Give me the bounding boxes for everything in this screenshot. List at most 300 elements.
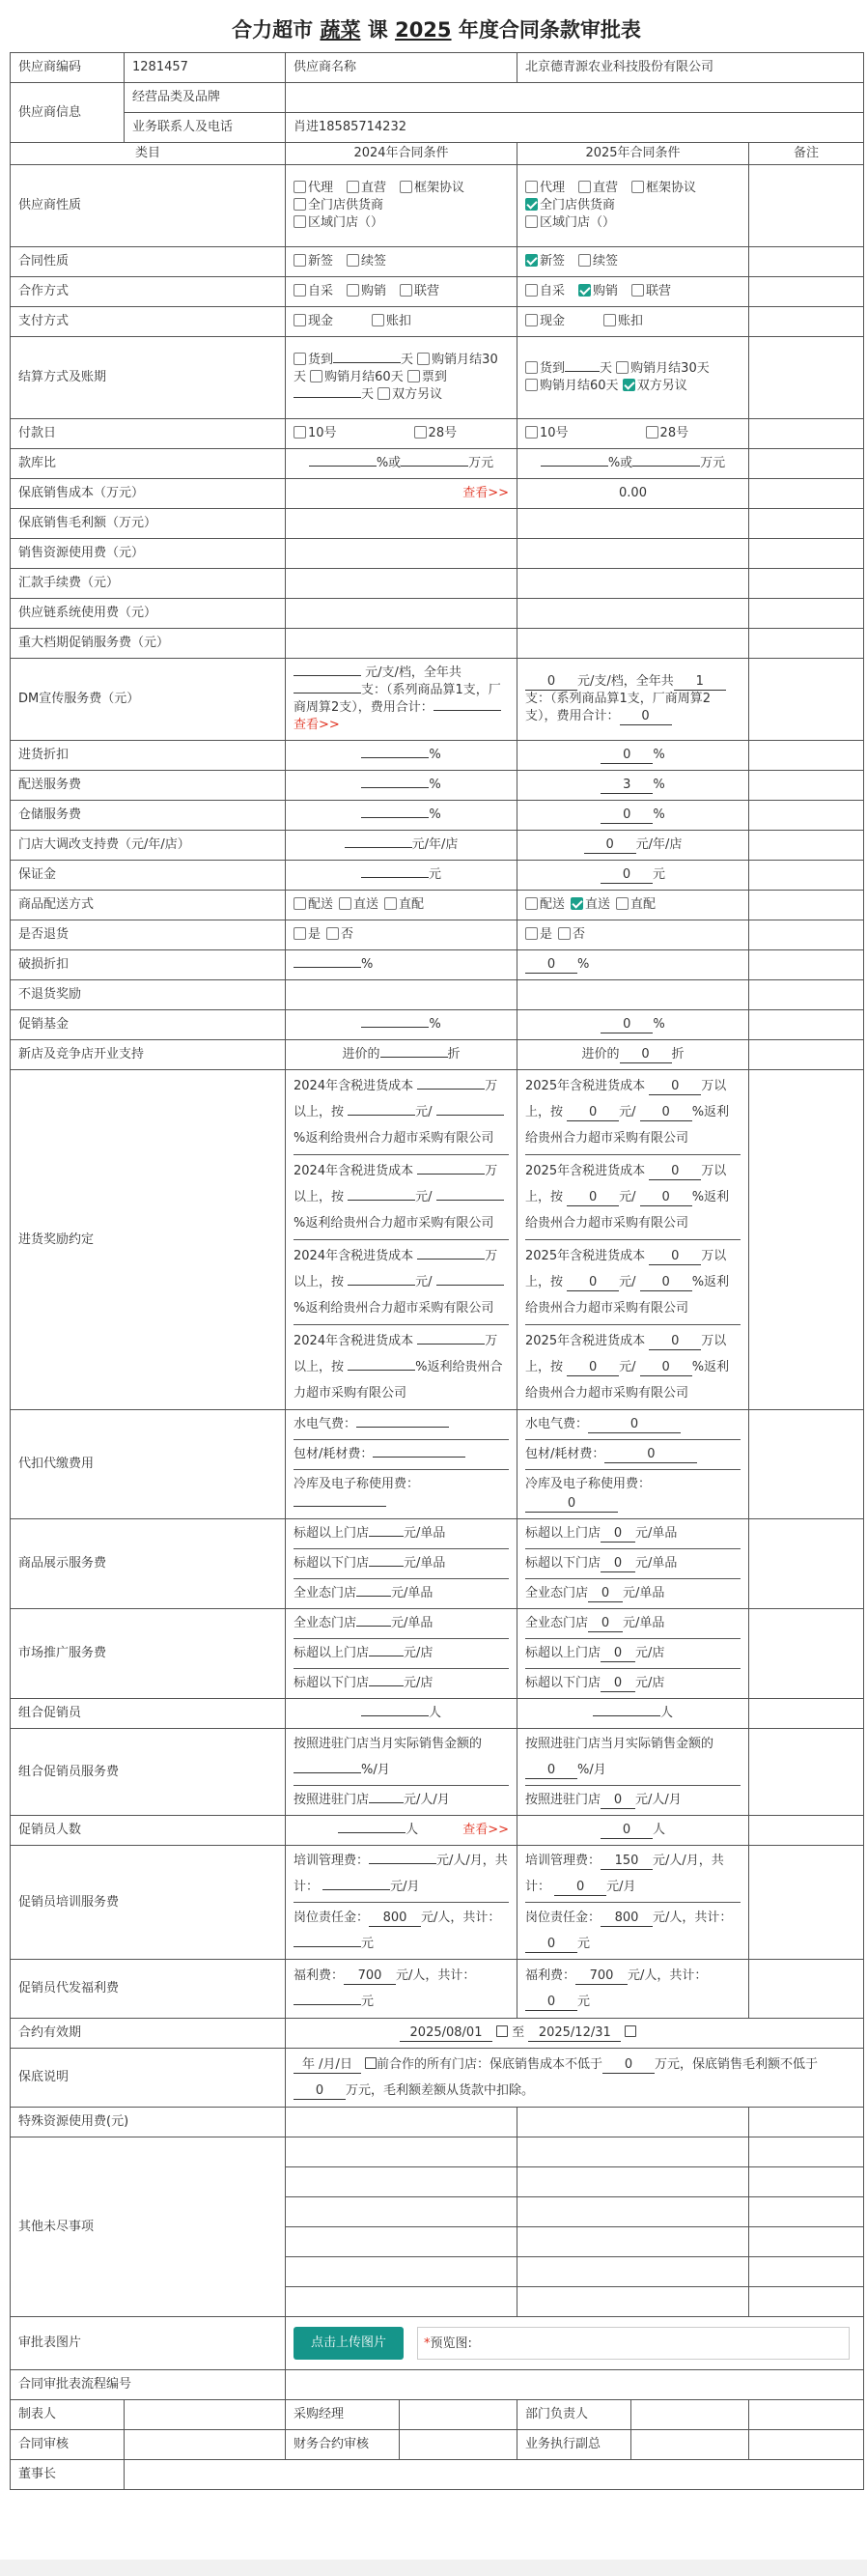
- nature-2024: [286, 165, 517, 247]
- calendar-icon: [365, 2057, 377, 2069]
- contract-2025-new[interactable]: 新签: [525, 253, 565, 270]
- agent-2025-water[interactable]: 水电气费： 0: [525, 1410, 741, 1440]
- ratio-2025[interactable]: %或 万元: [517, 449, 749, 479]
- vp-label: 业务执行副总: [517, 2430, 631, 2460]
- supplier-code[interactable]: 1281457: [125, 53, 286, 83]
- mode-2024-zhisong[interactable]: 直送: [339, 896, 378, 914]
- others-row6-2025[interactable]: [517, 2287, 749, 2317]
- promo-fund-2025[interactable]: 0 %: [517, 1010, 749, 1040]
- storage-fee-label: 仓储服务费: [11, 801, 286, 831]
- title-unit: 课: [367, 18, 388, 42]
- payday-2025: [517, 419, 749, 449]
- rebate-2024-tier1[interactable]: 2024年含税进货成本 万以上，按 元/ %返利给贵州合力超市采购有限公司: [294, 1070, 509, 1155]
- checkbox-icon: [347, 284, 359, 297]
- supply-chain-label: 供应链系统使用费（元）: [11, 599, 286, 629]
- calendar-icon: [496, 2025, 508, 2037]
- rebate-2024-tier4[interactable]: 2024年含税进货成本 万以上，按 %返利给贵州合力超市采购有限公司: [294, 1334, 503, 1401]
- nature-label: 供应商性质: [11, 165, 286, 247]
- discount-2024[interactable]: %: [286, 741, 517, 771]
- pay-2024: [286, 307, 517, 337]
- damage-remark[interactable]: [749, 950, 864, 980]
- checkbox-icon: [294, 353, 306, 365]
- contact-value[interactable]: 肖进18585714232: [286, 113, 864, 143]
- payday-2024: [286, 419, 517, 449]
- supplier-name[interactable]: 北京德青源农业科技股份有限公司: [517, 53, 864, 83]
- agent-2025: [517, 1410, 749, 1519]
- title-company: 合力超市: [232, 18, 314, 42]
- contract-remark[interactable]: [749, 247, 864, 277]
- rebate-label: 进货奖励约定: [11, 1070, 286, 1410]
- checkbox-icon: [616, 897, 629, 910]
- others-row5-2024[interactable]: [286, 2257, 517, 2287]
- delivery-mode-2025: [517, 891, 749, 920]
- display-2024-all[interactable]: 全业态门店 元/单品: [294, 1586, 434, 1600]
- return-2024-no[interactable]: 否: [326, 926, 353, 944]
- coop-2024-self[interactable]: 自采: [294, 283, 333, 300]
- checkbox-icon: [603, 314, 616, 326]
- promoter-fee-2024: [286, 1729, 517, 1816]
- deposit-remark[interactable]: [749, 861, 864, 891]
- rebate-2024-tier3[interactable]: 2024年含税进货成本 万以上，按 元/ %返利给贵州合力超市采购有限公司: [294, 1240, 509, 1325]
- min-cost-remark[interactable]: [749, 479, 864, 509]
- promoter-fee-2024-stay[interactable]: 按照进驻门店 元/人/月: [294, 1793, 450, 1807]
- store-adjust-label: 门店大调改支持费（元/年/店）: [11, 831, 286, 861]
- others-row1-remark[interactable]: [749, 2137, 864, 2167]
- checkbox-icon: [294, 426, 306, 439]
- preparer-value[interactable]: [125, 2400, 286, 2430]
- payday-2025-10[interactable]: 10号: [525, 425, 569, 442]
- damage-2025[interactable]: 0 %: [517, 950, 749, 980]
- checkbox-icon: [525, 361, 538, 374]
- header-remark: 备注: [749, 143, 864, 165]
- dm-2024[interactable]: 元/支/档，全年共支：（系列商品算1支，厂商周算2支），费用合计： 查看>>: [286, 659, 517, 741]
- payday-remark[interactable]: [749, 419, 864, 449]
- checkbox-icon: [294, 897, 306, 910]
- min-cost-2025[interactable]: 0.00: [517, 479, 749, 509]
- others-row2-2024[interactable]: [286, 2167, 517, 2197]
- welfare-2024[interactable]: 福利费： 700 元/人，共计： 元: [286, 1960, 517, 2019]
- agent-2025-packing[interactable]: 包材/耗材费： 0: [525, 1440, 741, 1470]
- display-2024-above[interactable]: 标超以上门店 元/单品: [294, 1519, 509, 1549]
- training-2025-post[interactable]: 岗位责任金： 800 元/人，共计： 0 元: [525, 1911, 733, 1951]
- training-remark[interactable]: [749, 1846, 864, 1960]
- agent-2024-water[interactable]: 水电气费：: [294, 1410, 509, 1440]
- deposit-2025[interactable]: 0 元: [517, 861, 749, 891]
- payday-2025-28[interactable]: 28号: [646, 425, 689, 442]
- settle-remark[interactable]: [749, 337, 864, 419]
- others-row4-remark[interactable]: [749, 2227, 864, 2257]
- pay-2024-offset[interactable]: 账扣: [372, 313, 411, 330]
- checkbox-icon: [525, 215, 538, 228]
- scrollbar-area: [0, 2560, 867, 2576]
- marketing-2024-below[interactable]: 标超以下门店 元/店: [294, 1676, 434, 1690]
- contract-2025: [517, 247, 749, 277]
- checkbox-icon: [400, 284, 412, 297]
- others-row3-remark[interactable]: [749, 2197, 864, 2227]
- display-2025-above[interactable]: 标超以上门店 0 元/单品: [525, 1519, 741, 1549]
- special-label: 特殊资源使用费(元): [11, 2108, 286, 2137]
- marketing-2025-below[interactable]: 标超以下门店 0 元/店: [525, 1676, 665, 1690]
- validity-end[interactable]: 2025/12/31: [528, 2025, 636, 2040]
- discount-remark[interactable]: [749, 741, 864, 771]
- min-profit-2025[interactable]: [517, 509, 749, 539]
- coop-remark[interactable]: [749, 277, 864, 307]
- checkbox-icon: [339, 897, 351, 910]
- checkbox-icon: [294, 314, 306, 326]
- promo-fund-2024[interactable]: %: [286, 1010, 517, 1040]
- image-label: 审批表图片: [11, 2317, 286, 2370]
- promoter-2024[interactable]: 人: [286, 1699, 517, 1729]
- delivery-fee-2025[interactable]: 3 %: [517, 771, 749, 801]
- validity-to: 至: [512, 2025, 525, 2040]
- checkbox-icon: [326, 927, 339, 940]
- others-row5-2025[interactable]: [517, 2257, 749, 2287]
- coop-2024: [286, 277, 517, 307]
- supply-chain-2024[interactable]: [286, 599, 517, 629]
- training-2025-mgmt[interactable]: 培训管理费： 150 元/人/月，共计： 0 元/月: [525, 1846, 741, 1903]
- preview-box: [417, 2327, 850, 2360]
- agent-remark[interactable]: [749, 1410, 864, 1519]
- sales-res-remark[interactable]: [749, 539, 864, 569]
- training-label: 促销员培训服务费: [11, 1846, 286, 1960]
- remit-2024[interactable]: [286, 569, 517, 599]
- training-2025: [517, 1846, 749, 1960]
- store-adjust-remark[interactable]: [749, 831, 864, 861]
- mode-2025-zhisong[interactable]: 直送: [571, 896, 610, 914]
- new-store-2025[interactable]: 进价的 0 折: [517, 1040, 749, 1070]
- rebate-2025-tier3[interactable]: 2025年含税进货成本 0 万以上，按 0 元/ 0 %返利给贵州合力超市采购有限公司: [525, 1240, 741, 1325]
- title-department: 蔬菜: [320, 18, 361, 42]
- storage-fee-2024[interactable]: %: [286, 801, 517, 831]
- checkbox-icon: [294, 198, 306, 211]
- checkbox-checked-icon: [525, 254, 538, 267]
- checkbox-checked-icon: [525, 198, 538, 211]
- welfare-remark[interactable]: [749, 1960, 864, 2019]
- checkbox-icon: [525, 897, 538, 910]
- supply-chain-2025[interactable]: [517, 599, 749, 629]
- festival-remark[interactable]: [749, 629, 864, 659]
- contract-2024-renew[interactable]: 续签: [347, 253, 386, 270]
- nature-2024-all[interactable]: 全门店供货商: [294, 197, 383, 214]
- preview-label: 预览图:: [430, 2336, 472, 2351]
- checkbox-icon: [347, 254, 359, 267]
- special-remark[interactable]: [749, 2108, 864, 2137]
- no-return-2025[interactable]: [517, 980, 749, 1010]
- return-2025-no[interactable]: 否: [558, 926, 585, 944]
- min-cost-2024: [286, 479, 517, 509]
- sales-res-2025[interactable]: [517, 539, 749, 569]
- checkbox-icon: [558, 927, 571, 940]
- promoter-fee-remark[interactable]: [749, 1729, 864, 1816]
- nature-2025-all[interactable]: 全门店供货商: [525, 197, 615, 214]
- flow-no-value[interactable]: [286, 2370, 864, 2400]
- nature-2024-frame[interactable]: 框架协议: [400, 180, 464, 197]
- contract-2025-renew[interactable]: 续签: [578, 253, 618, 270]
- min-profit-remark[interactable]: [749, 509, 864, 539]
- required-star: *: [424, 2336, 431, 2351]
- return-2024-yes[interactable]: 是: [294, 926, 321, 944]
- training-2024-mgmt[interactable]: 培训管理费： 元/人/月，共计： 元/月: [294, 1846, 509, 1903]
- checkbox-icon: [347, 181, 359, 193]
- checkbox-icon: [616, 361, 629, 374]
- contract-label: 合同性质: [11, 247, 286, 277]
- promoter-2025[interactable]: 人: [517, 1699, 749, 1729]
- discount-label: 进货折扣: [11, 741, 286, 771]
- storage-fee-2025[interactable]: 0 %: [517, 801, 749, 831]
- supplier-info-label: 供应商信息: [11, 83, 125, 143]
- promoter-count-remark[interactable]: [749, 1816, 864, 1846]
- checkbox-icon: [525, 181, 538, 193]
- damage-label: 破损折扣: [11, 950, 286, 980]
- promoter-fee-label: 组合促销员服务费: [11, 1729, 286, 1816]
- display-2025-below[interactable]: 标超以下门店 0 元/单品: [525, 1549, 741, 1579]
- checkbox-checked-icon: [623, 379, 635, 391]
- sales-res-2024[interactable]: [286, 539, 517, 569]
- nature-2024-direct[interactable]: 直营: [347, 180, 386, 197]
- upload-image-button[interactable]: 点击上传图片: [294, 2327, 404, 2360]
- deposit-2024[interactable]: 元: [286, 861, 517, 891]
- checkbox-icon: [578, 254, 591, 267]
- discount-2025[interactable]: 0 %: [517, 741, 749, 771]
- display-2024: [286, 1519, 517, 1609]
- coop-2025-self[interactable]: 自采: [525, 283, 565, 300]
- return-remark[interactable]: [749, 920, 864, 950]
- agent-2024: [286, 1410, 517, 1519]
- checkbox-icon: [407, 370, 420, 382]
- welfare-2025[interactable]: 福利费： 700 元/人，共计： 0 元: [517, 1960, 749, 2019]
- title-year: 2025: [395, 18, 452, 42]
- damage-2024[interactable]: %: [286, 950, 517, 980]
- new-store-2024[interactable]: 进价的 折: [286, 1040, 517, 1070]
- header-category: 类目: [11, 143, 286, 165]
- view-link[interactable]: 查看>>: [462, 486, 509, 500]
- marketing-label: 市场推广服务费: [11, 1609, 286, 1699]
- coop-2024-joint[interactable]: 联营: [400, 283, 439, 300]
- payday-2024-28[interactable]: 28号: [414, 425, 458, 442]
- rebate-2024-tier2[interactable]: 2024年含税进货成本 万以上，按 元/ %返利给贵州合力超市采购有限公司: [294, 1155, 509, 1240]
- brand-label: 经营品类及品牌: [125, 83, 286, 113]
- checkbox-icon: [417, 353, 430, 365]
- validity-label: 合约有效期: [11, 2019, 286, 2049]
- display-2025: [517, 1519, 749, 1609]
- settle-2024: 货到 天 购销月结30天 购销月结60天 票到 天 双方另议: [286, 337, 517, 419]
- settle-2025: 货到 天 购销月结30天 购销月结60天 双方另议: [517, 337, 749, 419]
- others-row6-2024[interactable]: [286, 2287, 517, 2317]
- return-2025-yes[interactable]: 是: [525, 926, 552, 944]
- promoter-view-link[interactable]: 查看>>: [462, 1823, 509, 1837]
- calendar-icon: [625, 2025, 636, 2037]
- coop-2025-joint[interactable]: 联营: [631, 283, 671, 300]
- training-2024-post[interactable]: 岗位责任金： 800 元/人，共计： 元: [294, 1911, 501, 1951]
- promoter-fee-2024-pct[interactable]: 按照进驻门店当月实际销售金额的 %/月: [294, 1729, 509, 1786]
- welfare-label: 促销员代发福利费: [11, 1960, 286, 2019]
- checkbox-icon: [310, 370, 322, 382]
- promoter-fee-2025-stay[interactable]: 按照进驻门店 0 元/人/月: [525, 1793, 682, 1807]
- no-return-2024[interactable]: [286, 980, 517, 1010]
- promoter-fee-2025-pct[interactable]: 按照进驻门店当月实际销售金额的 0 %/月: [525, 1729, 741, 1786]
- marketing-2025-above[interactable]: 标超以上门店 0 元/店: [525, 1639, 741, 1669]
- promoter-count-2025[interactable]: 0 人: [517, 1816, 749, 1846]
- rebate-2025-tier1[interactable]: 2025年含税进货成本 0 万以上，按 0 元/ 0 %返利给贵州合力超市采购有限公司: [525, 1070, 741, 1155]
- min-profit-2024[interactable]: [286, 509, 517, 539]
- coop-2024-buy[interactable]: 购销: [347, 283, 386, 300]
- signature-table: [10, 2399, 864, 2490]
- delivery-fee-label: 配送服务费: [11, 771, 286, 801]
- display-remark[interactable]: [749, 1519, 864, 1609]
- dept-head-value[interactable]: [631, 2400, 749, 2430]
- flow-no-label: 合同审批表流程编号: [11, 2370, 286, 2400]
- contract-2024: [286, 247, 517, 277]
- purchasing-value[interactable]: [400, 2400, 517, 2430]
- vp-value[interactable]: [631, 2430, 749, 2460]
- purchasing-label: 采购经理: [286, 2400, 400, 2430]
- others-row3-2024[interactable]: [286, 2197, 517, 2227]
- checkbox-icon: [294, 927, 306, 940]
- remit-remark[interactable]: [749, 569, 864, 599]
- others-row2-2025[interactable]: [517, 2167, 749, 2197]
- checkbox-icon: [294, 254, 306, 267]
- pay-remark[interactable]: [749, 307, 864, 337]
- delivery-mode-remark[interactable]: [749, 891, 864, 920]
- pay-2025-offset[interactable]: 账扣: [603, 313, 643, 330]
- checkbox-icon: [631, 284, 644, 297]
- preparer-label: 制表人: [11, 2400, 125, 2430]
- checkbox-icon: [578, 181, 591, 193]
- rebate-2024: [286, 1070, 517, 1410]
- promoter-remark[interactable]: [749, 1699, 864, 1729]
- validity-range: [286, 2019, 864, 2049]
- settle-label: 结算方式及账期: [11, 337, 286, 419]
- supply-chain-remark[interactable]: [749, 599, 864, 629]
- others-row4-2025[interactable]: [517, 2227, 749, 2257]
- agent-2024-packing[interactable]: 包材/耗材费：: [294, 1440, 509, 1470]
- audit-value[interactable]: [125, 2430, 286, 2460]
- promoter-fee-2025: [517, 1729, 749, 1816]
- promo-fund-remark[interactable]: [749, 1010, 864, 1040]
- payday-2024-10[interactable]: 10号: [294, 425, 337, 442]
- promoter-count-2024[interactable]: 人 查看>>: [286, 1816, 517, 1846]
- checkbox-icon: [400, 181, 412, 193]
- checkbox-icon: [384, 897, 397, 910]
- display-2025-all[interactable]: 全业态门店 0 元/单品: [525, 1586, 665, 1600]
- marketing-2024-above[interactable]: 标超以上门店 元/店: [294, 1639, 509, 1669]
- store-adjust-2025[interactable]: 0 元/年/店: [517, 831, 749, 861]
- special-2025[interactable]: [517, 2108, 749, 2137]
- rebate-remark[interactable]: [749, 1070, 864, 1410]
- mode-2024-peisong[interactable]: 配送: [294, 896, 333, 914]
- mode-2024-zhipei[interactable]: 直配: [384, 896, 424, 914]
- marketing-2025-all[interactable]: 全业态门店 0 元/单品: [525, 1609, 741, 1639]
- checkbox-icon: [378, 387, 390, 400]
- display-2024-below[interactable]: 标超以下门店 元/单品: [294, 1549, 509, 1579]
- dm-2025[interactable]: 0 元/支/档，全年共 1支：（系列商品算1支，厂商周算2支），费用合计： 0: [517, 659, 749, 741]
- coop-2025-buy[interactable]: 购销: [578, 283, 618, 300]
- nature-remark[interactable]: [749, 165, 864, 247]
- checkbox-icon: [646, 426, 658, 439]
- nature-2025-area[interactable]: 区域门店（）: [525, 214, 615, 232]
- mode-2025-zhipei[interactable]: 直配: [616, 896, 656, 914]
- mode-2025-peisong[interactable]: 配送: [525, 896, 565, 914]
- image-cell: [286, 2317, 864, 2370]
- checkbox-checked-icon: [571, 897, 583, 910]
- pay-2025: [517, 307, 749, 337]
- remit-2025[interactable]: [517, 569, 749, 599]
- festival-2024[interactable]: [286, 629, 517, 659]
- nature-2024-agent[interactable]: 代理: [294, 180, 333, 197]
- checkbox-icon: [414, 426, 427, 439]
- store-adjust-2024[interactable]: 元/年/店: [286, 831, 517, 861]
- pay-2024-cash[interactable]: 现金: [294, 313, 333, 330]
- storage-fee-remark[interactable]: [749, 801, 864, 831]
- new-store-remark[interactable]: [749, 1040, 864, 1070]
- others-row2-remark[interactable]: [749, 2167, 864, 2197]
- agent-2025-cold[interactable]: 冷库及电子称使用费：0: [525, 1477, 652, 1511]
- min-profit-label: 保底销售毛利额（万元）: [11, 509, 286, 539]
- rebate-2025-tier2[interactable]: 2025年含税进货成本 0 万以上，按 0 元/ 0 %返利给贵州合力超市采购有限公司: [525, 1155, 741, 1240]
- display-label: 商品展示服务费: [11, 1519, 286, 1609]
- min-cost-label: 保底销售成本（万元）: [11, 479, 286, 509]
- others-row4-2024[interactable]: [286, 2227, 517, 2257]
- checkbox-checked-icon: [578, 284, 591, 297]
- others-row6-remark[interactable]: [749, 2287, 864, 2317]
- no-return-remark[interactable]: [749, 980, 864, 1010]
- nature-2025-agent[interactable]: 代理: [525, 180, 565, 197]
- dm-view-link[interactable]: 查看>>: [294, 718, 340, 732]
- dept-head-extra[interactable]: [749, 2400, 864, 2430]
- ratio-2024[interactable]: %或 万元: [286, 449, 517, 479]
- nature-2025-direct[interactable]: 直营: [578, 180, 618, 197]
- guarantee-text[interactable]: 年 /月/日 前合作的所有门店：保底销售成本不低于 0 万元，保底销售毛利额不低于0 万元，毛利额差额从货款中扣除。: [286, 2049, 864, 2108]
- audit-label: 合同审核: [11, 2430, 125, 2460]
- contract-2024-new[interactable]: 新签: [294, 253, 333, 270]
- sales-res-label: 销售资源使用费（元）: [11, 539, 286, 569]
- others-row1-2024[interactable]: [286, 2137, 517, 2167]
- special-2024[interactable]: [286, 2108, 517, 2137]
- marketing-remark[interactable]: [749, 1609, 864, 1699]
- pay-2025-cash[interactable]: 现金: [525, 313, 565, 330]
- marketing-2024-all[interactable]: 全业态门店 元/单品: [294, 1609, 509, 1639]
- ratio-remark[interactable]: [749, 449, 864, 479]
- header-2025: 2025年合同条件: [517, 143, 749, 165]
- others-row3-2025[interactable]: [517, 2197, 749, 2227]
- others-row1-2025[interactable]: [517, 2137, 749, 2167]
- brand-value[interactable]: [286, 83, 864, 113]
- checkbox-icon: [525, 284, 538, 297]
- nature-2025-frame[interactable]: 框架协议: [631, 180, 696, 197]
- festival-2025[interactable]: [517, 629, 749, 659]
- remit-label: 汇款手续费（元）: [11, 569, 286, 599]
- finance-value[interactable]: [400, 2430, 517, 2460]
- validity-start[interactable]: 2025/08/01: [400, 2025, 508, 2040]
- delivery-fee-2024[interactable]: %: [286, 771, 517, 801]
- dm-label: DM宣传服务费（元）: [11, 659, 286, 741]
- rebate-2025-tier4[interactable]: 2025年含税进货成本 0 万以上，按 0 元/ 0 %返利给贵州合力超市采购有限公司: [525, 1334, 730, 1401]
- agent-2024-cold[interactable]: 冷库及电子称使用费：: [294, 1470, 509, 1518]
- guarantee-label: 保底说明: [11, 2049, 286, 2108]
- nature-2024-area[interactable]: 区域门店（）: [294, 214, 383, 232]
- others-row5-remark[interactable]: [749, 2257, 864, 2287]
- dm-remark[interactable]: [749, 659, 864, 741]
- promoter-count-label: 促销员人数: [11, 1816, 286, 1846]
- finance-label: 财务合约审核: [286, 2430, 400, 2460]
- delivery-mode-label: 商品配送方式: [11, 891, 286, 920]
- supplier-code-label: 供应商编码: [11, 53, 125, 83]
- chairman-value[interactable]: [125, 2460, 864, 2490]
- supplier-name-label: 供应商名称: [286, 53, 517, 83]
- delivery-fee-remark[interactable]: [749, 771, 864, 801]
- checkbox-icon: [631, 181, 644, 193]
- vp-extra[interactable]: [749, 2430, 864, 2460]
